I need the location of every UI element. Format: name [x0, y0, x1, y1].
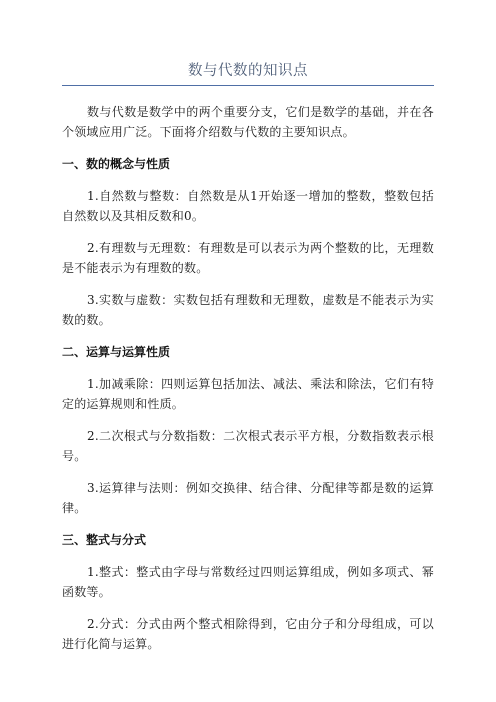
- title-underline: [62, 85, 434, 86]
- section-item: 2.有理数与无理数：有理数是可以表示为两个整数的比，无理数是不能表示为有理数的数。: [62, 241, 434, 275]
- section-heading: 一、数的概念与性质: [62, 157, 171, 171]
- intro-paragraph: 数与代数是数学中的两个重要分支，它们是数学的基础，并在各个领域应用广泛。下面将介绍数与代数的主要知识点。: [62, 105, 434, 139]
- section-item: 1.整式：整式由字母与常数经过四则运算组成，例如多项式、幂函数等。: [62, 565, 434, 599]
- section-item: 3.运算律与法则：例如交换律、结合律、分配律等都是数的运算律。: [62, 481, 434, 515]
- section-item: 3.实数与虚数：实数包括有理数和无理数，虚数是不能表示为实数的数。: [62, 293, 434, 327]
- section-item: 2.分式：分式由两个整式相除得到，它由分子和分母组成，可以进行化简与运算。: [62, 617, 434, 651]
- section-heading: 三、整式与分式: [62, 533, 147, 547]
- section-number-concepts: [62, 154, 434, 330]
- section-operations: [62, 342, 434, 518]
- page-title: 数与代数的知识点: [188, 63, 308, 79]
- section-item: 1.加减乘除：四则运算包括加法、减法、乘法和除法，它们有特定的运算规则和性质。: [62, 377, 434, 411]
- section-heading: 二、运算与运算性质: [62, 345, 171, 359]
- section-item: 1.自然数与整数：自然数是从1开始逐一增加的整数，整数包括自然数以及其相反数和0。: [62, 189, 434, 223]
- section-polynomials-fractions: [62, 530, 434, 654]
- section-item: 2.二次根式与分数指数：二次根式表示平方根，分数指数表示根号。: [62, 429, 434, 463]
